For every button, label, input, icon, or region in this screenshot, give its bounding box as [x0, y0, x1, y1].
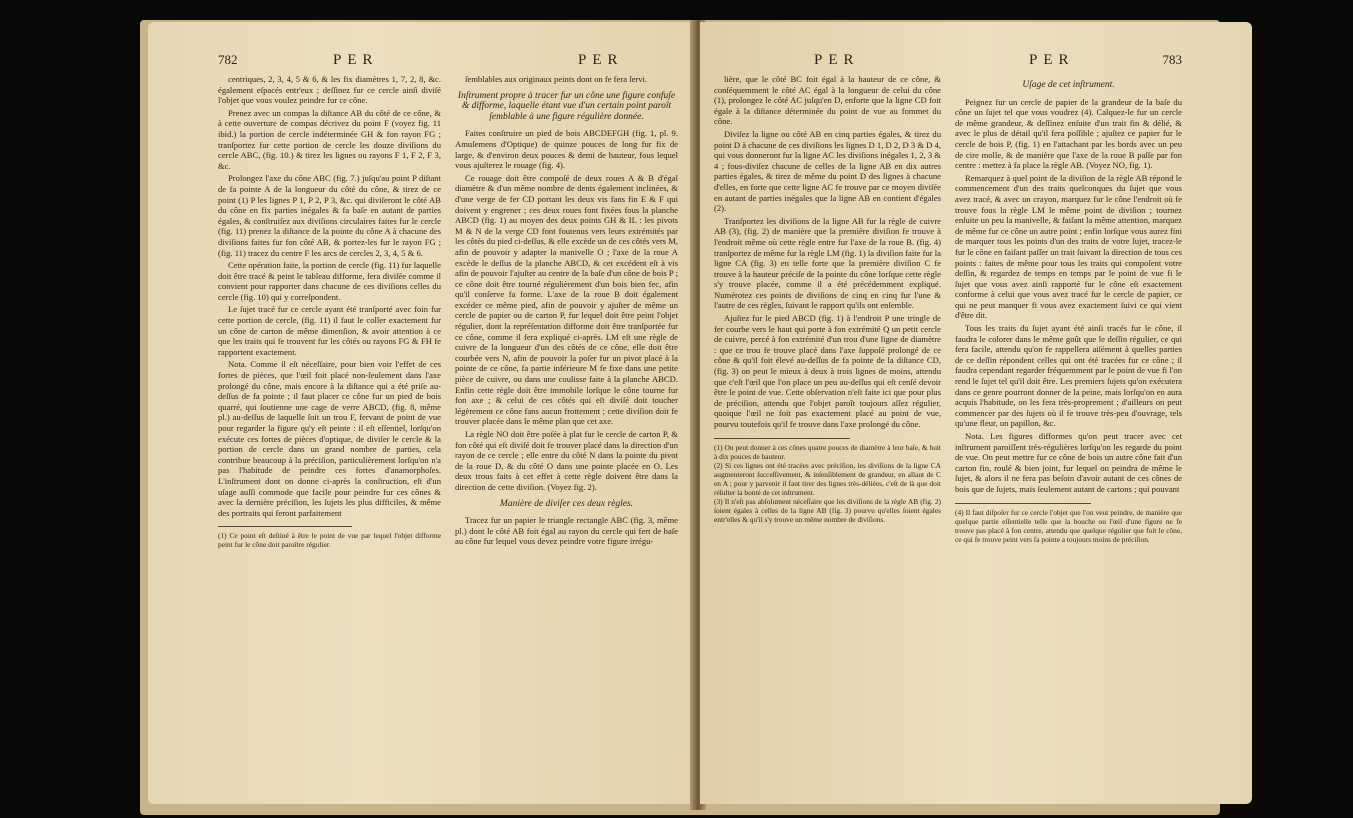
- column-4: [955, 74, 1182, 544]
- paragraph: Peignez fur un cercle de papier de la grandeur de la baſe du cône un ſujet tel que vous voudrez (4). Calquez-le fur un cercle de même grandeur, & deſſinez enſuite d'un trait fin & délié, & avec le plus de détail qu'il fera poſſible ; ajuſtez ce papier fur le cercle de bois P, (fig. 1) en l'attachant par les bords avec un peu de cire molle, & de manière que l'axe de la roue B paſſe par fon centre : mettez à fa place la règle AB. (Voyez NO, fig. 1).: [955, 96, 1182, 171]
- section-heading: Manière de diviſer ces deux règles.: [499, 498, 634, 509]
- paragraph: Remarquez à quel point de la diviſion de la règle AB répond le commencement d'un des traits quelconques du ſujet que vous avez tracé, & avec un crayon, marquez fur le cône l'endroit où fe trouve fous la règle LM le même point de diviſion ; tournez enſuite un peu la manivelle, & faiſant la même attention, marquez de même fur ce cône un autre point ; enfin lorſque vous aurez fini de marquer tous les points d'un des traits de votre ſujet, tracez-le fur le cône en faiſant paſſer un trait ſuivant la direction de tous ces points : faites de même pour tous les traits qui compoſent votre deſſin, & regardez de temps en temps par le point de vue fi le ſujet que vous avez ainſi rapporté fur le cône eſt exactement conforme à celui que vous avez tracé fur le cercle de papier, ce qui ne peut manquer fi vous avez exactement ſuivi ce qui vient d'être dit.: [955, 172, 1182, 321]
- paragraph: Faites conſtruire un pied de bois ABCDEFGH (fig. 1, pl. 9. Amuſemens d'Optique) de quinze pouces de long fur fix de large, & d'environ deux pouces & demi de hauteur, fous lequel vous ajuſterez le rouage (fig. 4).: [455, 128, 678, 171]
- section-heading: Inſtrument propre à tracer fur un cône une figure confuſe & difforme, laquelle étant vue d'un certain point paroît ſemblable à une figure régulière donnée.: [457, 90, 676, 122]
- paragraph: Ajuſtez fur le pied ABCD (fig. 1) à l'endroit P une tringle de fer courbe vers le haut qui porte à fon extrémité Q un petit cercle de cuivre, percé à fon extrémité d'un trou d'une ligne de diamètre : que ce trou fe trouve placé dans l'axe ſuppoſé prolongé de ce cône & qu'il foit élevé au-deſſus de fa pointe de la diſtance CD, (fig. 3) on peut le mieux à deux à trois lignes de moins, attendu que c'eſt l'œil que l'on place un peu au-deſſus qui eſt cenſé devoir être le point de vue. Cette obſervation n'eſt faite ici que pour plus de préciſion, attendu que l'objet paroît toujours aſſez régulier, quoique l'œil ne foit pas exactement placé au point de vue, pourvu toutefois qu'il fe trouve dans l'axe prolongé du cône.: [714, 313, 941, 429]
- column-3: [714, 74, 941, 544]
- paragraph: Tous les traits du ſujet ayant été ainſi tracés fur le cône, il faudra le colorer dans le même goût que le deſſin régulier, ce qui fera facile, attendu qu'on fe rappellera aiſément à quelles parties de ce deſſin répondent celles qui ont été tracées fur ce cône ; il faudra cependant regarder fréquemment par le point de vue fi l'on rend le ſujet tel qu'il doit être. Les premiers ſujets qu'on exécutera dans ce genre pourront donner de la peine, mais lorſqu'on en aura acquis l'habitude, on les fera très-proprement ; d'ailleurs on peut commencer par des ſujets où il fe trouve très-peu d'ouvrage, tels qu'une fleur, un papillon, &c.: [955, 323, 1182, 429]
- paragraph: Nota. Les figures difformes qu'on peut tracer avec cet inſtrument paroiſſent très-régulières lorſqu'on les regarde du point de vue. On peut mettre fur ce cône de bois un autre cône fait d'un carton fin, roulé & bien joint, fur lequel on peindra de même le ſujet, & alors il ne fera pas beſoin d'avoir autant de ces cônes de bois que de ſujets, mais ſeulement autant de cartons ; qui pouvant: [955, 431, 1182, 494]
- right-page: [700, 22, 1252, 804]
- footnote: (1) Ce point eſt deſtiné à être le point de vue par lequel l'objet difforme peint fur le cône doit paroître régulier.: [218, 531, 441, 550]
- paragraph: Tracez fur un papier le triangle rectangle ABC (fig. 3, même pl.) dont le côté AB foit égal au rayon du cercle qui fert de baſe au cône fur lequel vous devez peindre votre figure irrégu-: [455, 515, 678, 547]
- paragraph: centriques, 2, 3, 4, 5 & 6, & les fix diamètres 1, 7, 2, 8, &c. également eſpacés entr'eux ; deſſinez fur ce cercle ainſi diviſé l'objet que vous voulez peindre fur ce cône.: [218, 74, 441, 106]
- page-number-right: 783: [1162, 52, 1182, 67]
- footnote-rule: [955, 503, 1091, 504]
- running-head-right-1: PER: [814, 52, 860, 68]
- footnote: (4) Il faut diſpoſer fur ce cercle l'objet que l'on veut peindre, de manière que quelque partie eſſentielle telle que la bouche ou l'œil d'une figure ne fe trouve pas placé à fon centre, attendu que quelque régulier que foit le cône, ce qui fe trouve peint vers fa pointe a toujours moins de préciſion.: [955, 507, 1182, 544]
- paragraph: Cette opération faite, la portion de cercle (fig. 11) fur laquelle doit être tracé & peint le tableau difforme, fera diviſée comme il convient pour rapporter dans chacune de ces diviſions celles du cercle (fig. 10) qui y correſpondent.: [218, 260, 441, 302]
- paragraph: Prenez avec un compas la diſtance AB du côté de ce cône, & à cette ouverture de compas décrivez du point F (voyez fig. 11 ibid.) la portion de cercle indéterminée GH & fon rayon FG ; tranſportez fur cette portion de cercle les douze diviſions du cercle ABC, (fig. 10.) & tirez les lignes ou rayons F 1, F 2, F 3, &c.: [218, 107, 441, 171]
- footnote-rule: [714, 438, 850, 439]
- footnote: (3) Il n'eſt pas abſolument néceſſaire que les diviſions de la règle AB (fig. 2) ſoient égales à celles de la ligne AB (fig. 3) pourvu qu'elles ſoient égales entr'elles & qu'il s'y trouve un même nombre de diviſions.: [714, 496, 941, 524]
- footnote: (1) On peut donner à ces cônes quatre pouces de diamètre à leur baſe, & huit à dix pouces de hauteur.: [714, 442, 941, 461]
- paragraph: Le ſujet tracé fur ce cercle ayant été tranſporté avec foin fur cette portion de cercle, (fig. 11) il faut le coller exactement fur un cône de carton de même dimenſion, & avoir attention à ce que les traits qui fe trouvent fur les côtés ou rayons FG & FH fe rapportent exactement.: [218, 304, 441, 357]
- paragraph: lière, que le côté BC foit égal à la hauteur de ce cône, & conſéquemment le côté AC égal à la longueur de celui du cône (1), prolongez le côté AC juſqu'en D, enforte que la ligne CD foit égale à la diſtance déterminée du point de vue au fommet du cône.: [714, 74, 941, 127]
- page-number-left: 782: [218, 52, 238, 67]
- paragraph: Prolongez l'axe du cône ABC (fig. 7.) juſqu'au point P diſtant de fa pointe A de la longueur du côté du cône, & tirez de ce point (1) P les lignes P 1, P 2, P 3, &c. qui diviſeront le côté AB du cône en fix parties inégales & fa baſe en autant de parties égales, & conſtruiſez aux diviſions circulaires faites fur le cercle (fig. 11) prenez la diſtance de la pointe du cône A à chacune des diviſions faites fur fon côté AB, & portez-les fur le rayon FG ; (fig. 11) tracez du centre F les arcs de cercles 2, 3, 4, 5 & 6.: [218, 173, 441, 258]
- paragraph: Tranſportez les diviſions de la ligne AB fur la règle de cuivre AB (3), (fig. 2) de manière que la première diviſion fe trouve à l'endroit même où cette règle entre fur l'axe de la roue B. (fig. 4) tranſportez de même fur la règle LM (fig. 1) la diviſion faite fur la ligne CA (fig. 3) en telle forte que la première diviſion C fe trouve à la hauteur préciſe de la pointe du cône lorſque cette règle s'y trouve placée, comme il a été précédemment expliqué. Numérotez ces points de diviſions de cinq en cinq fur l'une & l'autre de ces règles, ſuivant le rapport qu'ils ont enſemble.: [714, 215, 941, 311]
- left-page: [148, 22, 696, 804]
- left-page-header: [218, 52, 678, 74]
- paragraph: Nota. Comme il eſt néceſſaire, pour bien voir l'effet de ces fortes de pièces, que l'œil foit placé non-ſeulement dans l'axe prolongé du cône, mais encore à la diſtance qui a été priſe au-deſſus de fa pointe ; il faut placer ce cône fur un pied de bois quarré, qui ſoutienne une cage de verre ABCD, (fig. 8, même pl.) au-deſſus de laquelle ſoit un trou F, fervant de point de vue pour regarder la figure qu'y eſt peinte : il eſt eſſentiel, lorſqu'on exécute ces fortes de pièces d'optique, de diviſer le cercle & la portion de cercle dans un grand nombre de parties, cela contribue beaucoup à la préciſion, particulièrement lorſqu'on n'a pas l'habitude de peindre ces fortes d'anamorphoſes. L'inſtrument dont on donne ci-après la conſtruction, eſt d'un uſage auſſi commode que facile pour peindre fur ces cônes & avec la dernière préciſion, les ſujets les plus difficiles, & même des portraits qui feront parfaitement: [218, 359, 441, 518]
- right-page-header: [714, 52, 1182, 74]
- section-heading: Uſage de cet inſtrument.: [1022, 80, 1115, 90]
- paragraph: ſemblables aux originaux peints dont on fe fera ſervi.: [465, 74, 648, 84]
- paragraph: Diviſez la ligne ou côté AB en cinq parties égales, & tirez du point D à chacune de ces diviſions les lignes D 1, D 2, D 3 & D 4, qui vous donneront fur la ligne AC les diviſions inégales 1, 2, 3 & 4 ; fous-diviſez chacune de celles de la ligne AB en dix autres parties égales, & tirez de même du point D des lignes à chacune d'elles, en forte que cette ligne AC fe trouve par ce moyen diviſée en autant de parties inégales que la ligne AB en contient d'égales (2).: [714, 128, 941, 214]
- paragraph: La règle NO doit être poſée à plat fur le cercle de carton P, & fon côté qui eſt diviſé doit fe trouver placé dans la direction d'un rayon de ce cercle ; elle entre du côté N dans la pointe du pivot de la roue D, & du côté O dans une pointe placée en O. Les deux trous faits à cet effet à cette règle doivent être dans la direction de cette diviſion. (Voyez fig. 2).: [455, 429, 678, 492]
- column-1: [218, 74, 441, 549]
- column-2: [455, 74, 678, 549]
- paragraph: Ce rouage doit être compoſé de deux roues A & B d'égal diamètre & d'un même nombre de dents également inclinées, & d'une verge de fer CD portant les deux vis fans fin E & F qui doivent y engrener ; ces deux roues font fixées fous la planche ABCD (fig. 1) au moyen des deux points GH & IL : les pivots M & N de la verge CD font foutenus vers leurs extrémités par les côtés du pied ci-deſſus, & elle excède un de ces côtés vers M, afin de pouvoir y adapter la manivelle O ; l'axe de la roue A excède le deſſus de la planche ABCD, & cet excédent eſt à vis afin de pouvoir l'ajuſter au centre de la baſe d'un cône de bois P ; ce cône doit être tourné régulièrement d'un bois bien fec, afin qu'il conſerve fa forme. L'axe de la roue B doit également excéder ce même pied, afin de pouvoir y ajuſter de même un cercle de papier ou de carton P, fur lequel doit être peint l'objet régulier, dont la repréſentation difforme doit être tranſportée fur ce cône, comme il fera expliqué ci-après. LM eſt une règle de cuivre de la longueur d'un des côtés de ce cône, elle doit être courbée vers N, afin de pouvoir la poſer fur un pivot placé à la pointe de ce cône, fa partie inférieure M fe fixe dans une petite pièce de cuivre, ou dans une coulisse faite à la planche ABCD. Enfin cette règle doit être immobile lorſque le cône tourne fur fon axe ; & celui de ces côtés qui eſt diviſé doit toucher légèrement ce cône fans aucun frottement ; cette diviſion doit fe trouver placée dans le même plan que cet axe.: [455, 172, 678, 427]
- running-head-left-2: PER: [578, 52, 624, 68]
- footnote: (2) Si ces lignes ont été tracées avec préciſion, les diviſions de la ligne CA augmenteront ſucceſſivement, & inſenſiblement de grandeur, en allant de C en A ; pour y parvenir il faut tirer des lignes très-déliées, c'eſt de là que doit réſulter la bonté de cet inſtrument.: [714, 460, 941, 497]
- running-head-right-2: PER: [1029, 52, 1075, 68]
- footnote-rule: [218, 526, 352, 527]
- running-head-left-1: PER: [333, 52, 379, 68]
